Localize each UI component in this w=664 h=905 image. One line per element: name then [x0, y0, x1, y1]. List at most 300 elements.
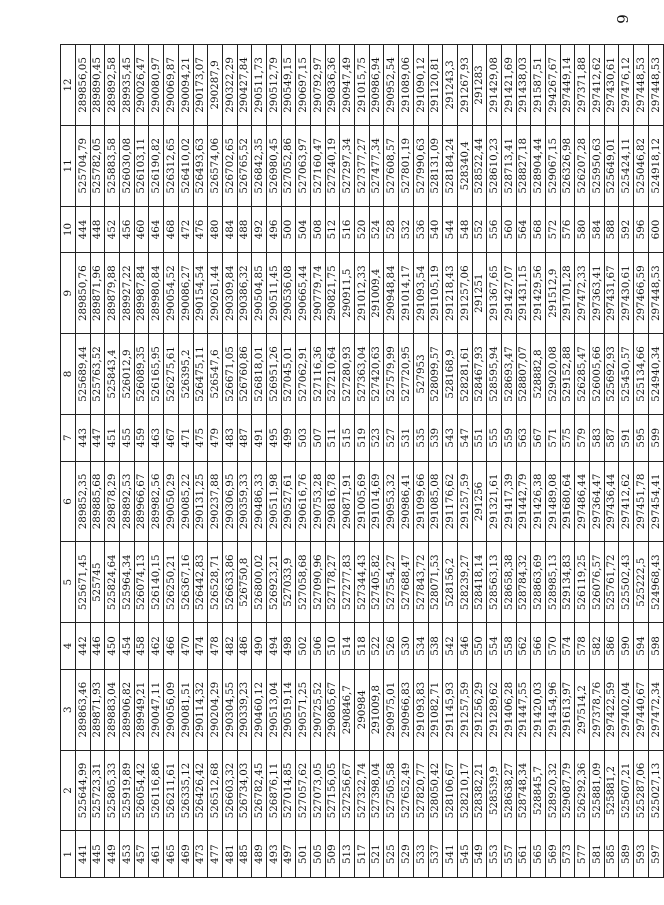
table-cell: 297454,41: [648, 461, 663, 542]
table-cell: 573: [560, 831, 575, 878]
table-cell: 531: [399, 414, 414, 461]
table-cell: 526603,32: [222, 750, 237, 831]
table-cell: 527: [384, 414, 399, 461]
table-cell: 510: [325, 623, 340, 670]
table-cell: 582: [590, 623, 605, 670]
table-cell: 480: [208, 206, 223, 253]
table-cell: 528610,23: [487, 125, 502, 206]
table-cell: 291099,66: [413, 461, 428, 542]
table-cell: 526211,61: [164, 750, 179, 831]
table-cell: 526800,02: [252, 542, 267, 623]
table-cell: 526030,08: [120, 125, 135, 206]
table-cell: 290131,25: [193, 461, 208, 542]
table-cell: 525881,09: [590, 750, 605, 831]
table-cell: 528748,34: [516, 750, 531, 831]
table-cell: 526190,82: [149, 125, 164, 206]
table-cell: 528281,61: [457, 334, 472, 415]
table-cell: 466: [164, 623, 179, 670]
table-cell: 533: [413, 831, 428, 878]
table-cell: 291012,33: [355, 253, 370, 334]
column-header: 12: [61, 45, 76, 126]
table-cell: 485: [237, 831, 252, 878]
table-cell: 290069,87: [164, 45, 179, 126]
table-cell: 518: [355, 623, 370, 670]
table-cell: 465: [164, 831, 179, 878]
table-cell: 455: [120, 414, 135, 461]
table-cell: 297402,04: [619, 669, 634, 750]
table-cell: 290154,54: [193, 253, 208, 334]
table-cell: 290306,95: [222, 461, 237, 542]
table-cell: 290513,04: [266, 669, 281, 750]
table-cell: 528382,21: [472, 750, 487, 831]
table-row: [648, 45, 663, 878]
table-cell: 291680,64: [560, 461, 575, 542]
table-cell: 529087,79: [560, 750, 575, 831]
table-cell: 291243,3: [443, 45, 458, 126]
table-cell: 599: [648, 414, 663, 461]
table-cell: 468: [164, 206, 179, 253]
table-cell: 291009,4: [369, 253, 384, 334]
table-cell: 486: [237, 623, 252, 670]
table-cell: 482: [222, 623, 237, 670]
table-cell: 525222,5: [634, 542, 649, 623]
table-cell: 559: [501, 414, 516, 461]
table-cell: 517: [355, 831, 370, 878]
table-cell: 527420,63: [369, 334, 384, 415]
table-cell: 290026,47: [134, 45, 149, 126]
table-cell: 527505,58: [384, 750, 399, 831]
table-cell: 525027,13: [648, 750, 663, 831]
table-cell: 526367,16: [178, 542, 193, 623]
table-cell: 550: [472, 623, 487, 670]
table-cell: 290779,74: [311, 253, 326, 334]
table-cell: 291257,59: [457, 461, 472, 542]
table-cell: 521: [369, 831, 384, 878]
table-cell: 525761,72: [604, 542, 619, 623]
table-cell: 526512,68: [208, 750, 223, 831]
table-cell: 515: [340, 414, 355, 461]
table-cell: 289885,68: [90, 461, 105, 542]
table-cell: 291417,39: [501, 461, 516, 542]
table-cell: 290086,27: [178, 253, 193, 334]
table-cell: 528920,32: [546, 750, 561, 831]
table-cell: 502: [296, 623, 311, 670]
table-cell: 297436,44: [604, 461, 619, 542]
table-cell: 562: [516, 623, 531, 670]
table-cell: 297363,41: [590, 253, 605, 334]
table-cell: 527322,74: [355, 750, 370, 831]
table-cell: 592: [619, 206, 634, 253]
table-cell: 558: [501, 623, 516, 670]
table-cell: 297486,44: [575, 461, 590, 542]
table-row: [105, 45, 120, 878]
table-cell: 297476,12: [619, 45, 634, 126]
column-header: 4: [61, 623, 76, 670]
table-cell: 525964,34: [120, 542, 135, 623]
table-cell: 525644,99: [76, 750, 91, 831]
table-cell: 528658,38: [501, 542, 516, 623]
table-cell: 549: [472, 831, 487, 878]
table-cell: 297440,67: [634, 669, 649, 750]
table-cell: 497: [281, 831, 296, 878]
table-cell: 297472,34: [648, 669, 663, 750]
table-cell: 289927,22: [120, 253, 135, 334]
table-cell: 484: [222, 206, 237, 253]
table-cell: 600: [648, 206, 663, 253]
table-cell: 470: [178, 623, 193, 670]
table-cell: 514: [340, 623, 355, 670]
table-cell: 448: [90, 206, 105, 253]
table-cell: 526442,83: [193, 542, 208, 623]
table-cell: 524968,43: [648, 542, 663, 623]
table-cell: 289980,84: [149, 253, 164, 334]
table-cell: 525424,11: [619, 125, 634, 206]
table-cell: 289935,45: [120, 45, 135, 126]
table-cell: 525046,82: [634, 125, 649, 206]
table-cell: 567: [531, 414, 546, 461]
table-cell: 291014,17: [399, 253, 414, 334]
table-cell: 290081,51: [178, 669, 193, 750]
table-cell: 291489,08: [546, 461, 561, 542]
table-cell: 528467,93: [472, 334, 487, 415]
table-cell: 291442,79: [516, 461, 531, 542]
table-cell: 526980,45: [266, 125, 281, 206]
table-cell: 291014,69: [369, 461, 384, 542]
table-row: [619, 45, 634, 878]
table-cell: 462: [149, 623, 164, 670]
table-cell: 526005,66: [590, 334, 605, 415]
table-cell: 291090,12: [413, 45, 428, 126]
table-row: [76, 45, 91, 878]
table-row: [575, 45, 590, 878]
table-cell: 527843,72: [413, 542, 428, 623]
table-cell: 590: [619, 623, 634, 670]
table-cell: 297430,61: [604, 45, 619, 126]
table-cell: 547: [457, 414, 472, 461]
table-cell: 458: [134, 623, 149, 670]
table-cell: 290309,84: [222, 253, 237, 334]
table-cell: 291283: [472, 45, 487, 126]
table-cell: 524: [369, 206, 384, 253]
table-row: [634, 45, 649, 878]
table-cell: 585: [604, 831, 619, 878]
table-cell: 289890,45: [90, 45, 105, 126]
table-cell: 557: [501, 831, 516, 878]
table-cell: 526547,6: [208, 334, 223, 415]
table-cell: 297430,61: [619, 253, 634, 334]
table-cell: 566: [531, 623, 546, 670]
table-cell: 290665,44: [296, 253, 311, 334]
table-cell: 525950,63: [590, 125, 605, 206]
table-cell: 459: [134, 414, 149, 461]
column-header: 11: [61, 125, 76, 206]
table-cell: 574: [560, 623, 575, 670]
table-cell: 579: [575, 414, 590, 461]
table-cell: 527116,36: [311, 334, 326, 415]
table-cell: 525763,52: [90, 334, 105, 415]
table-cell: 527090,96: [311, 542, 326, 623]
table-cell: 291082,71: [428, 669, 443, 750]
table-cell: 461: [149, 831, 164, 878]
table-cell: 297431,67: [604, 253, 619, 334]
table-cell: 525692,93: [604, 334, 619, 415]
table-cell: 527256,67: [340, 750, 355, 831]
table-cell: 291009,8: [369, 669, 384, 750]
table-cell: 504: [296, 206, 311, 253]
table-cell: 290114,32: [193, 669, 208, 750]
table-cell: 450: [105, 623, 120, 670]
table-cell: 297514,2: [575, 669, 590, 750]
table-cell: 538: [428, 623, 443, 670]
table-cell: 526923,21: [266, 542, 281, 623]
table-cell: 526275,61: [164, 334, 179, 415]
table-cell: 526335,12: [178, 750, 193, 831]
table-row: [120, 45, 135, 878]
table-row: [340, 45, 355, 878]
page-number: 6: [613, 14, 631, 24]
table-cell: 297448,53: [634, 45, 649, 126]
table-cell: 526842,35: [252, 125, 267, 206]
table-cell: 527277,83: [340, 542, 355, 623]
table-cell: 289949,21: [134, 669, 149, 750]
table-cell: 525704,79: [76, 125, 91, 206]
table-cell: 477: [208, 831, 223, 878]
table-cell: 528418,14: [472, 542, 487, 623]
table-cell: 528522,44: [472, 125, 487, 206]
table-cell: 291120,81: [428, 45, 443, 126]
table-cell: 297371,88: [575, 45, 590, 126]
coordinate-table: [60, 44, 664, 878]
table-cell: 456: [120, 206, 135, 253]
table-cell: 569: [546, 831, 561, 878]
table-cell: 526012,9: [120, 334, 135, 415]
table-cell: 291145,93: [443, 669, 458, 750]
table-cell: 509: [325, 831, 340, 878]
table-cell: 529: [399, 831, 414, 878]
table-row: [208, 45, 223, 878]
table-cell: 526: [384, 623, 399, 670]
table-cell: 528845,7: [531, 750, 546, 831]
table-cell: 294267,67: [546, 45, 561, 126]
table-cell: 478: [208, 623, 223, 670]
table-cell: 536: [413, 206, 428, 253]
table-cell: 289863,46: [76, 669, 91, 750]
table-cell: 291431,15: [516, 253, 531, 334]
table-cell: 526760,86: [237, 334, 252, 415]
table-cell: 297412,62: [590, 45, 605, 126]
table-cell: 526054,42: [134, 750, 149, 831]
table-cell: 291105,19: [428, 253, 443, 334]
table-cell: 508: [311, 206, 326, 253]
table-cell: 289883,04: [105, 669, 120, 750]
table-body: [76, 45, 664, 878]
table-cell: 527477,34: [369, 125, 384, 206]
table-cell: 527405,82: [369, 542, 384, 623]
table-cell: 528050,42: [428, 750, 443, 831]
table-cell: 503: [296, 414, 311, 461]
table-cell: 496: [266, 206, 281, 253]
table-cell: 526165,95: [149, 334, 164, 415]
table-cell: 290427,84: [237, 45, 252, 126]
table-cell: 526750,8: [237, 542, 252, 623]
table-cell: 291251: [472, 253, 487, 334]
table-cell: 581: [590, 831, 605, 878]
table-row: [531, 45, 546, 878]
table-row: [384, 45, 399, 878]
table-cell: 290519,14: [281, 669, 296, 750]
column-header: 5: [61, 542, 76, 623]
table-cell: 527579,99: [384, 334, 399, 415]
table-cell: 291267,93: [457, 45, 472, 126]
table-cell: 290948,84: [384, 253, 399, 334]
table-cell: 527297,34: [340, 125, 355, 206]
table-row: [281, 45, 296, 878]
table-cell: 289892,53: [120, 461, 135, 542]
table-row: [178, 45, 193, 878]
table-cell: 501: [296, 831, 311, 878]
table-cell: 512: [325, 206, 340, 253]
table-cell: 291613,97: [560, 669, 575, 750]
table-cell: 571: [546, 414, 561, 461]
column-header: 9: [61, 253, 76, 334]
table-cell: 499: [281, 414, 296, 461]
table-cell: 475: [193, 414, 208, 461]
table-cell: 527052,86: [281, 125, 296, 206]
table-row: [90, 45, 105, 878]
table-row: [134, 45, 149, 878]
table-row: [325, 45, 340, 878]
table-cell: 290322,29: [222, 45, 237, 126]
table-cell: 291421,69: [501, 45, 516, 126]
table-cell: 591: [619, 414, 634, 461]
table-row: [413, 45, 428, 878]
table-cell: 528184,24: [443, 125, 458, 206]
table-cell: 474: [193, 623, 208, 670]
table-cell: 511: [325, 414, 340, 461]
table-cell: 534: [413, 623, 428, 670]
table-cell: 291438,03: [516, 45, 531, 126]
table-cell: 528693,47: [501, 334, 516, 415]
table-row: [296, 45, 311, 878]
table-cell: 527033,9: [281, 542, 296, 623]
table-cell: 528539,9: [487, 750, 502, 831]
table-cell: 528563,13: [487, 542, 502, 623]
table-cell: 483: [222, 414, 237, 461]
table-cell: 291406,28: [501, 669, 516, 750]
table-cell: 291447,55: [516, 669, 531, 750]
table-cell: 596: [634, 206, 649, 253]
table-cell: 500: [281, 206, 296, 253]
table-cell: 520: [355, 206, 370, 253]
table-cell: 560: [501, 206, 516, 253]
table-cell: 291093,54: [413, 253, 428, 334]
table-cell: 526475,11: [193, 334, 208, 415]
table-cell: 289871,96: [90, 253, 105, 334]
table-row: [164, 45, 179, 878]
table-cell: 290080,97: [149, 45, 164, 126]
table-cell: 290460,12: [252, 669, 267, 750]
table-row: [266, 45, 281, 878]
table-cell: 526734,03: [237, 750, 252, 831]
table-cell: 526207,28: [575, 125, 590, 206]
table-cell: 528985,13: [546, 542, 561, 623]
table-cell: 291256: [472, 461, 487, 542]
table-cell: 460: [134, 206, 149, 253]
table-row: [149, 45, 164, 878]
table-cell: 593: [634, 831, 649, 878]
table-cell: 291701,28: [560, 253, 575, 334]
table-cell: 291587,51: [531, 45, 546, 126]
table-cell: 291256,29: [472, 669, 487, 750]
table-cell: 527178,27: [325, 542, 340, 623]
table-cell: 289871,93: [90, 669, 105, 750]
table-cell: 544: [443, 206, 458, 253]
table-cell: 526076,57: [590, 542, 605, 623]
table-cell: 529134,83: [560, 542, 575, 623]
table-cell: 290753,28: [311, 461, 326, 542]
table-cell: 473: [193, 831, 208, 878]
table-cell: 489: [252, 831, 267, 878]
table-cell: 463: [149, 414, 164, 461]
table-cell: 597: [648, 831, 663, 878]
table-cell: 529020,08: [546, 334, 561, 415]
table-cell: 527990,63: [413, 125, 428, 206]
table-cell: 525607,21: [619, 750, 634, 831]
table-cell: 289892,58: [105, 45, 120, 126]
table-cell: 290512,79: [266, 45, 281, 126]
table-cell: 290054,52: [164, 253, 179, 334]
table-cell: 552: [472, 206, 487, 253]
table-cell: 291367,65: [487, 253, 502, 334]
table-cell: 290359,33: [237, 461, 252, 542]
table-cell: 525134,66: [634, 334, 649, 415]
table-cell: 527045,01: [281, 334, 296, 415]
table-cell: 524940,34: [648, 334, 663, 415]
table-cell: 528168,9: [443, 334, 458, 415]
table-cell: 545: [457, 831, 472, 878]
column-header: 6: [61, 461, 76, 542]
table-row: [604, 45, 619, 878]
table-cell: 289982,56: [149, 461, 164, 542]
table-cell: 556: [487, 206, 502, 253]
table-cell: 528340,4: [457, 125, 472, 206]
table-row: [428, 45, 443, 878]
table-cell: 291289,62: [487, 669, 502, 750]
table-cell: 290511,73: [252, 45, 267, 126]
table-cell: 583: [590, 414, 605, 461]
table-cell: 527062,91: [296, 334, 311, 415]
table-cell: 297448,53: [648, 253, 663, 334]
table-cell: 290094,21: [178, 45, 193, 126]
table-cell: 297364,47: [590, 461, 605, 542]
table-cell: 584: [590, 206, 605, 253]
table-cell: 578: [575, 623, 590, 670]
table-cell: 291321,61: [487, 461, 502, 542]
table-cell: 446: [90, 623, 105, 670]
table-cell: 589: [619, 831, 634, 878]
table-cell: 289852,35: [76, 461, 91, 542]
table-cell: 527058,68: [296, 542, 311, 623]
table-cell: 464: [149, 206, 164, 253]
table-cell: 290952,54: [384, 45, 399, 126]
table-cell: 525805,33: [105, 750, 120, 831]
table-cell: 527554,27: [384, 542, 399, 623]
table-row: [193, 45, 208, 878]
table-cell: 527608,57: [384, 125, 399, 206]
table-cell: 454: [120, 623, 135, 670]
table-cell: 297472,33: [575, 253, 590, 334]
table-cell: 479: [208, 414, 223, 461]
